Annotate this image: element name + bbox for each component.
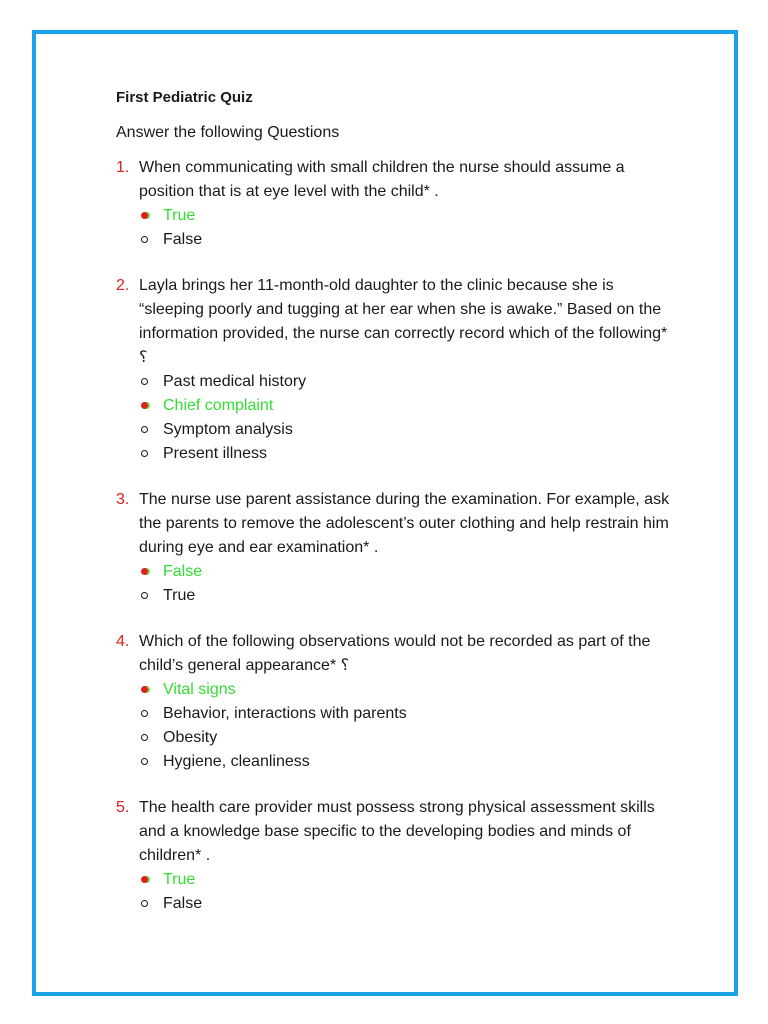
answer-option-label: True	[163, 871, 196, 888]
question-text: Which of the following observations would not be recorded as part of the child’s general appearance* ؟	[139, 633, 651, 674]
selected-radio-icon[interactable]	[141, 568, 148, 575]
answer-option-label: Chief complaint	[163, 397, 274, 414]
question-1	[116, 156, 676, 252]
answer-option-label: True	[163, 587, 196, 604]
radio-icon[interactable]	[141, 592, 148, 599]
question-number: 3.	[116, 491, 130, 508]
question-number: 1.	[116, 159, 130, 176]
answer-option[interactable]	[139, 442, 676, 466]
answer-option[interactable]	[139, 370, 676, 394]
question-text: The health care provider must possess strong physical assessment skills and a knowledge base specific to the developing bodies and minds of children* .	[139, 799, 655, 864]
radio-icon[interactable]	[141, 900, 148, 907]
quiz-instructions: Answer the following Questions	[116, 124, 340, 141]
answer-option-label: False	[163, 231, 203, 248]
question-number: 2.	[116, 277, 130, 294]
answer-option[interactable]	[139, 228, 676, 252]
radio-icon[interactable]	[141, 426, 148, 433]
answer-options	[139, 370, 676, 466]
answer-options	[139, 868, 676, 916]
question-5	[116, 796, 676, 916]
question-2	[116, 274, 676, 466]
answer-option[interactable]	[139, 726, 676, 750]
answer-option-label: False	[163, 563, 203, 580]
question-number: 4.	[116, 633, 130, 650]
answer-option[interactable]	[139, 868, 676, 892]
answer-option-label: Obesity	[163, 729, 218, 746]
selected-radio-icon[interactable]	[141, 876, 148, 883]
answer-option[interactable]	[139, 418, 676, 442]
quiz-document	[116, 88, 676, 938]
answer-options	[139, 204, 676, 252]
radio-icon[interactable]	[141, 710, 148, 717]
radio-icon[interactable]	[141, 236, 148, 243]
answer-option-label: Behavior, interactions with parents	[163, 705, 407, 722]
answer-options	[139, 560, 676, 608]
answer-options	[139, 678, 676, 774]
answer-option-label: False	[163, 895, 203, 912]
radio-icon[interactable]	[141, 758, 148, 765]
answer-option-label: Symptom analysis	[163, 421, 293, 438]
radio-icon[interactable]	[141, 378, 148, 385]
question-4	[116, 630, 676, 774]
answer-option-label: Vital signs	[163, 681, 236, 698]
quiz-title: First Pediatric Quiz	[116, 89, 253, 106]
radio-icon[interactable]	[141, 450, 148, 457]
answer-option-label: True	[163, 207, 196, 224]
answer-option[interactable]	[139, 204, 676, 228]
selected-radio-icon[interactable]	[141, 402, 148, 409]
question-number: 5.	[116, 799, 130, 816]
answer-option-label: Past medical history	[163, 373, 307, 390]
selected-radio-icon[interactable]	[141, 212, 148, 219]
answer-option[interactable]	[139, 560, 676, 584]
question-3	[116, 488, 676, 608]
question-list	[116, 156, 676, 916]
answer-option[interactable]	[139, 750, 676, 774]
selected-radio-icon[interactable]	[141, 686, 148, 693]
answer-option[interactable]	[139, 584, 676, 608]
answer-option-label: Present illness	[163, 445, 268, 462]
answer-option[interactable]	[139, 702, 676, 726]
answer-option-label: Hygiene, cleanliness	[163, 753, 310, 770]
question-text: Layla brings her 11-month-old daughter to the clinic because she is “sleeping poorly and tugging at her ear when she is awake.” Based on the information provided, the nurse can correctly record which of the following* ؟	[139, 277, 668, 366]
answer-option[interactable]	[139, 892, 676, 916]
question-text: When communicating with small children the nurse should assume a position that is at eye level with the child* .	[139, 159, 625, 200]
answer-option[interactable]	[139, 394, 676, 418]
answer-option[interactable]	[139, 678, 676, 702]
radio-icon[interactable]	[141, 734, 148, 741]
question-text: The nurse use parent assistance during the examination. For example, ask the parents to remove the adolescent’s outer clothing and help restrain him during eye and ear examination* .	[139, 491, 670, 556]
